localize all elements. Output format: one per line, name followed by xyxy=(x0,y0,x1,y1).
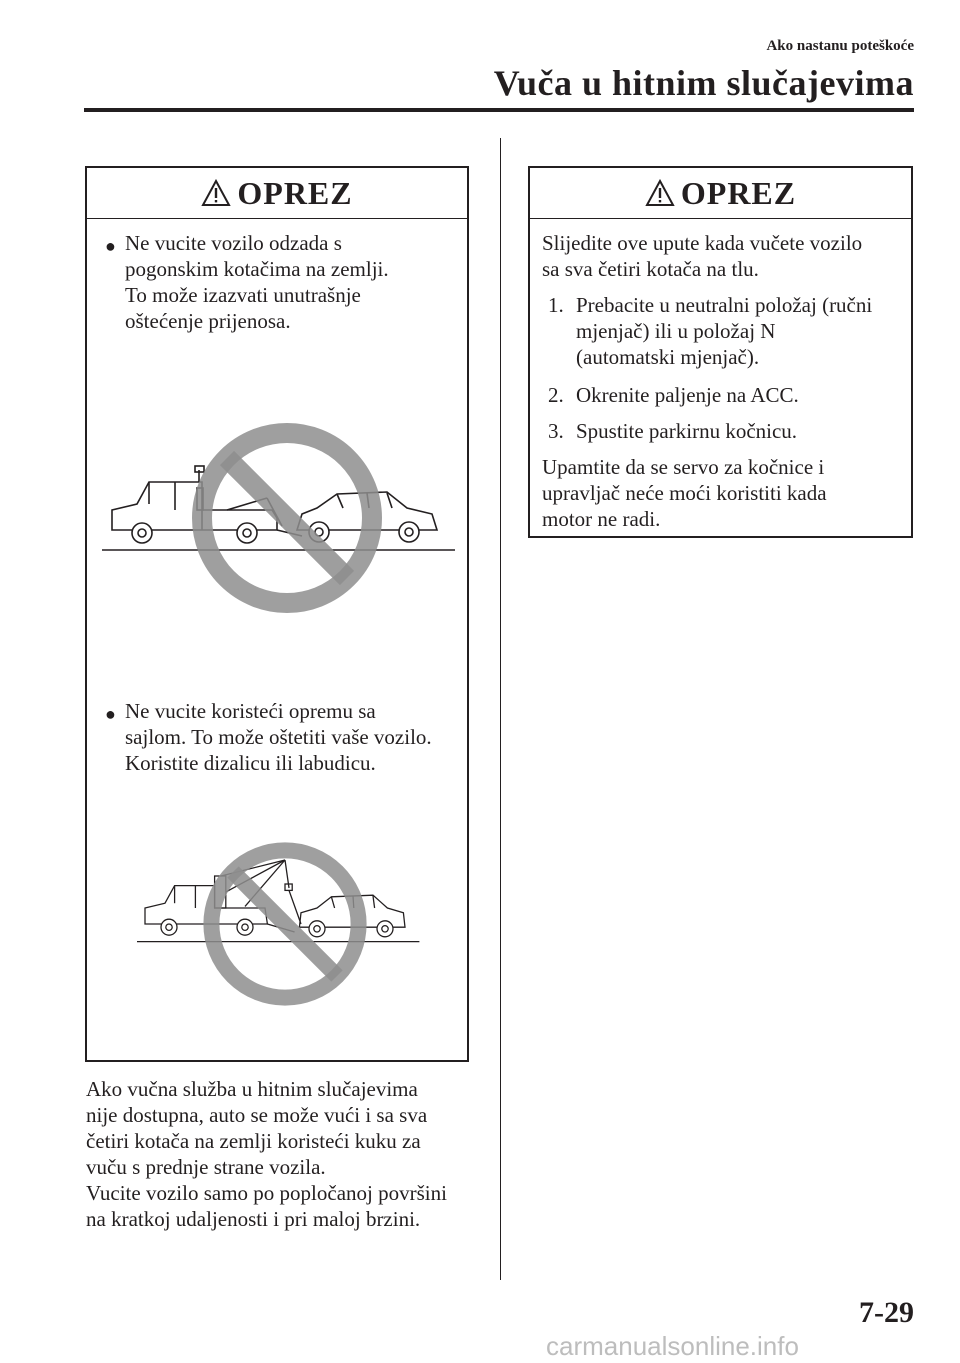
text-line: na kratkoj udaljenosti i pri maloj brzini. xyxy=(86,1207,421,1231)
text-line: upravljač neće moći koristiti kada xyxy=(542,481,827,505)
text-line: nije dostupna, auto se može vući i sa sva xyxy=(86,1103,428,1127)
text-line: Slijedite ove upute kada vučete vozilo xyxy=(542,231,863,255)
section-label: Ako nastanu poteškoće xyxy=(766,38,914,54)
page-title: Vuča u hitnim slučajevima xyxy=(493,63,914,103)
step-text: Okrenite paljenje na ACC. xyxy=(576,383,799,407)
step-number: 3. xyxy=(548,419,564,443)
text-line: četiri kotača na zemlji koristeći kuku za xyxy=(86,1129,421,1153)
prohibition-sign-icon xyxy=(202,433,372,603)
text-line: Vucite vozilo samo po popločanoj površini xyxy=(86,1181,447,1205)
text-line: Prebacite u neutralni položaj (ručni xyxy=(576,293,873,317)
text-line: Ne vucite koristeći opremu sa xyxy=(125,699,376,723)
caution-title-right: OPREZ xyxy=(680,174,797,211)
bullet-marker: ● xyxy=(105,236,116,256)
text-line: oštećenje prijenosa. xyxy=(125,309,291,333)
caution-intro xyxy=(542,230,862,282)
step-number: 1. xyxy=(548,293,564,317)
text-line: vuču s prednje strane vozila. xyxy=(86,1155,326,1179)
step-1 xyxy=(548,292,872,370)
illustration-flatbed-tow-prohibited xyxy=(87,418,467,658)
step-2 xyxy=(548,382,799,408)
step-number: 2. xyxy=(548,383,564,407)
bullet-marker: ● xyxy=(105,704,116,724)
text-line: To može izazvati unutrašnje xyxy=(125,283,361,307)
text-line: Koristite dizalicu ili labudicu. xyxy=(125,751,376,775)
bullet-text xyxy=(125,230,389,334)
text-line: Ne vucite vozilo odzada s xyxy=(125,231,342,255)
text-line: Ako vučna služba u hitnim slučajevima xyxy=(86,1077,418,1101)
step-text: Spustite parkirnu kočnicu. xyxy=(576,419,798,443)
caution-box-right xyxy=(528,166,913,538)
step-3 xyxy=(548,418,797,444)
illustration-sling-tow-prohibited xyxy=(87,828,467,1028)
text-line: sajlom. To može oštetiti vaše vozilo. xyxy=(125,725,432,749)
column-divider xyxy=(500,138,501,1280)
caution-box-left xyxy=(85,166,469,1062)
caution-header-right xyxy=(530,168,911,219)
text-line: Upamtite da se servo za kočnice i xyxy=(542,455,825,479)
header-rule xyxy=(84,108,914,112)
watermark: carmanualsonline.info xyxy=(546,1331,799,1361)
body-paragraph-left xyxy=(86,1076,447,1232)
text-line: mjenjač) ili u položaj N xyxy=(576,319,776,343)
text-line: motor ne radi. xyxy=(542,507,661,531)
warning-triangle-icon xyxy=(645,179,675,207)
warning-triangle-icon xyxy=(201,179,231,207)
text-line: pogonskim kotačima na zemlji. xyxy=(125,257,389,281)
caution-header-left xyxy=(87,168,467,219)
page-number: 7-29 xyxy=(859,1296,914,1329)
text-line: (automatski mjenjač). xyxy=(576,345,760,369)
bullet-text xyxy=(125,698,432,776)
text-line: sa sva četiri kotača na tlu. xyxy=(542,257,759,281)
step-text xyxy=(576,292,872,370)
caution-title-left: OPREZ xyxy=(237,174,353,211)
caution-outro xyxy=(542,454,827,532)
